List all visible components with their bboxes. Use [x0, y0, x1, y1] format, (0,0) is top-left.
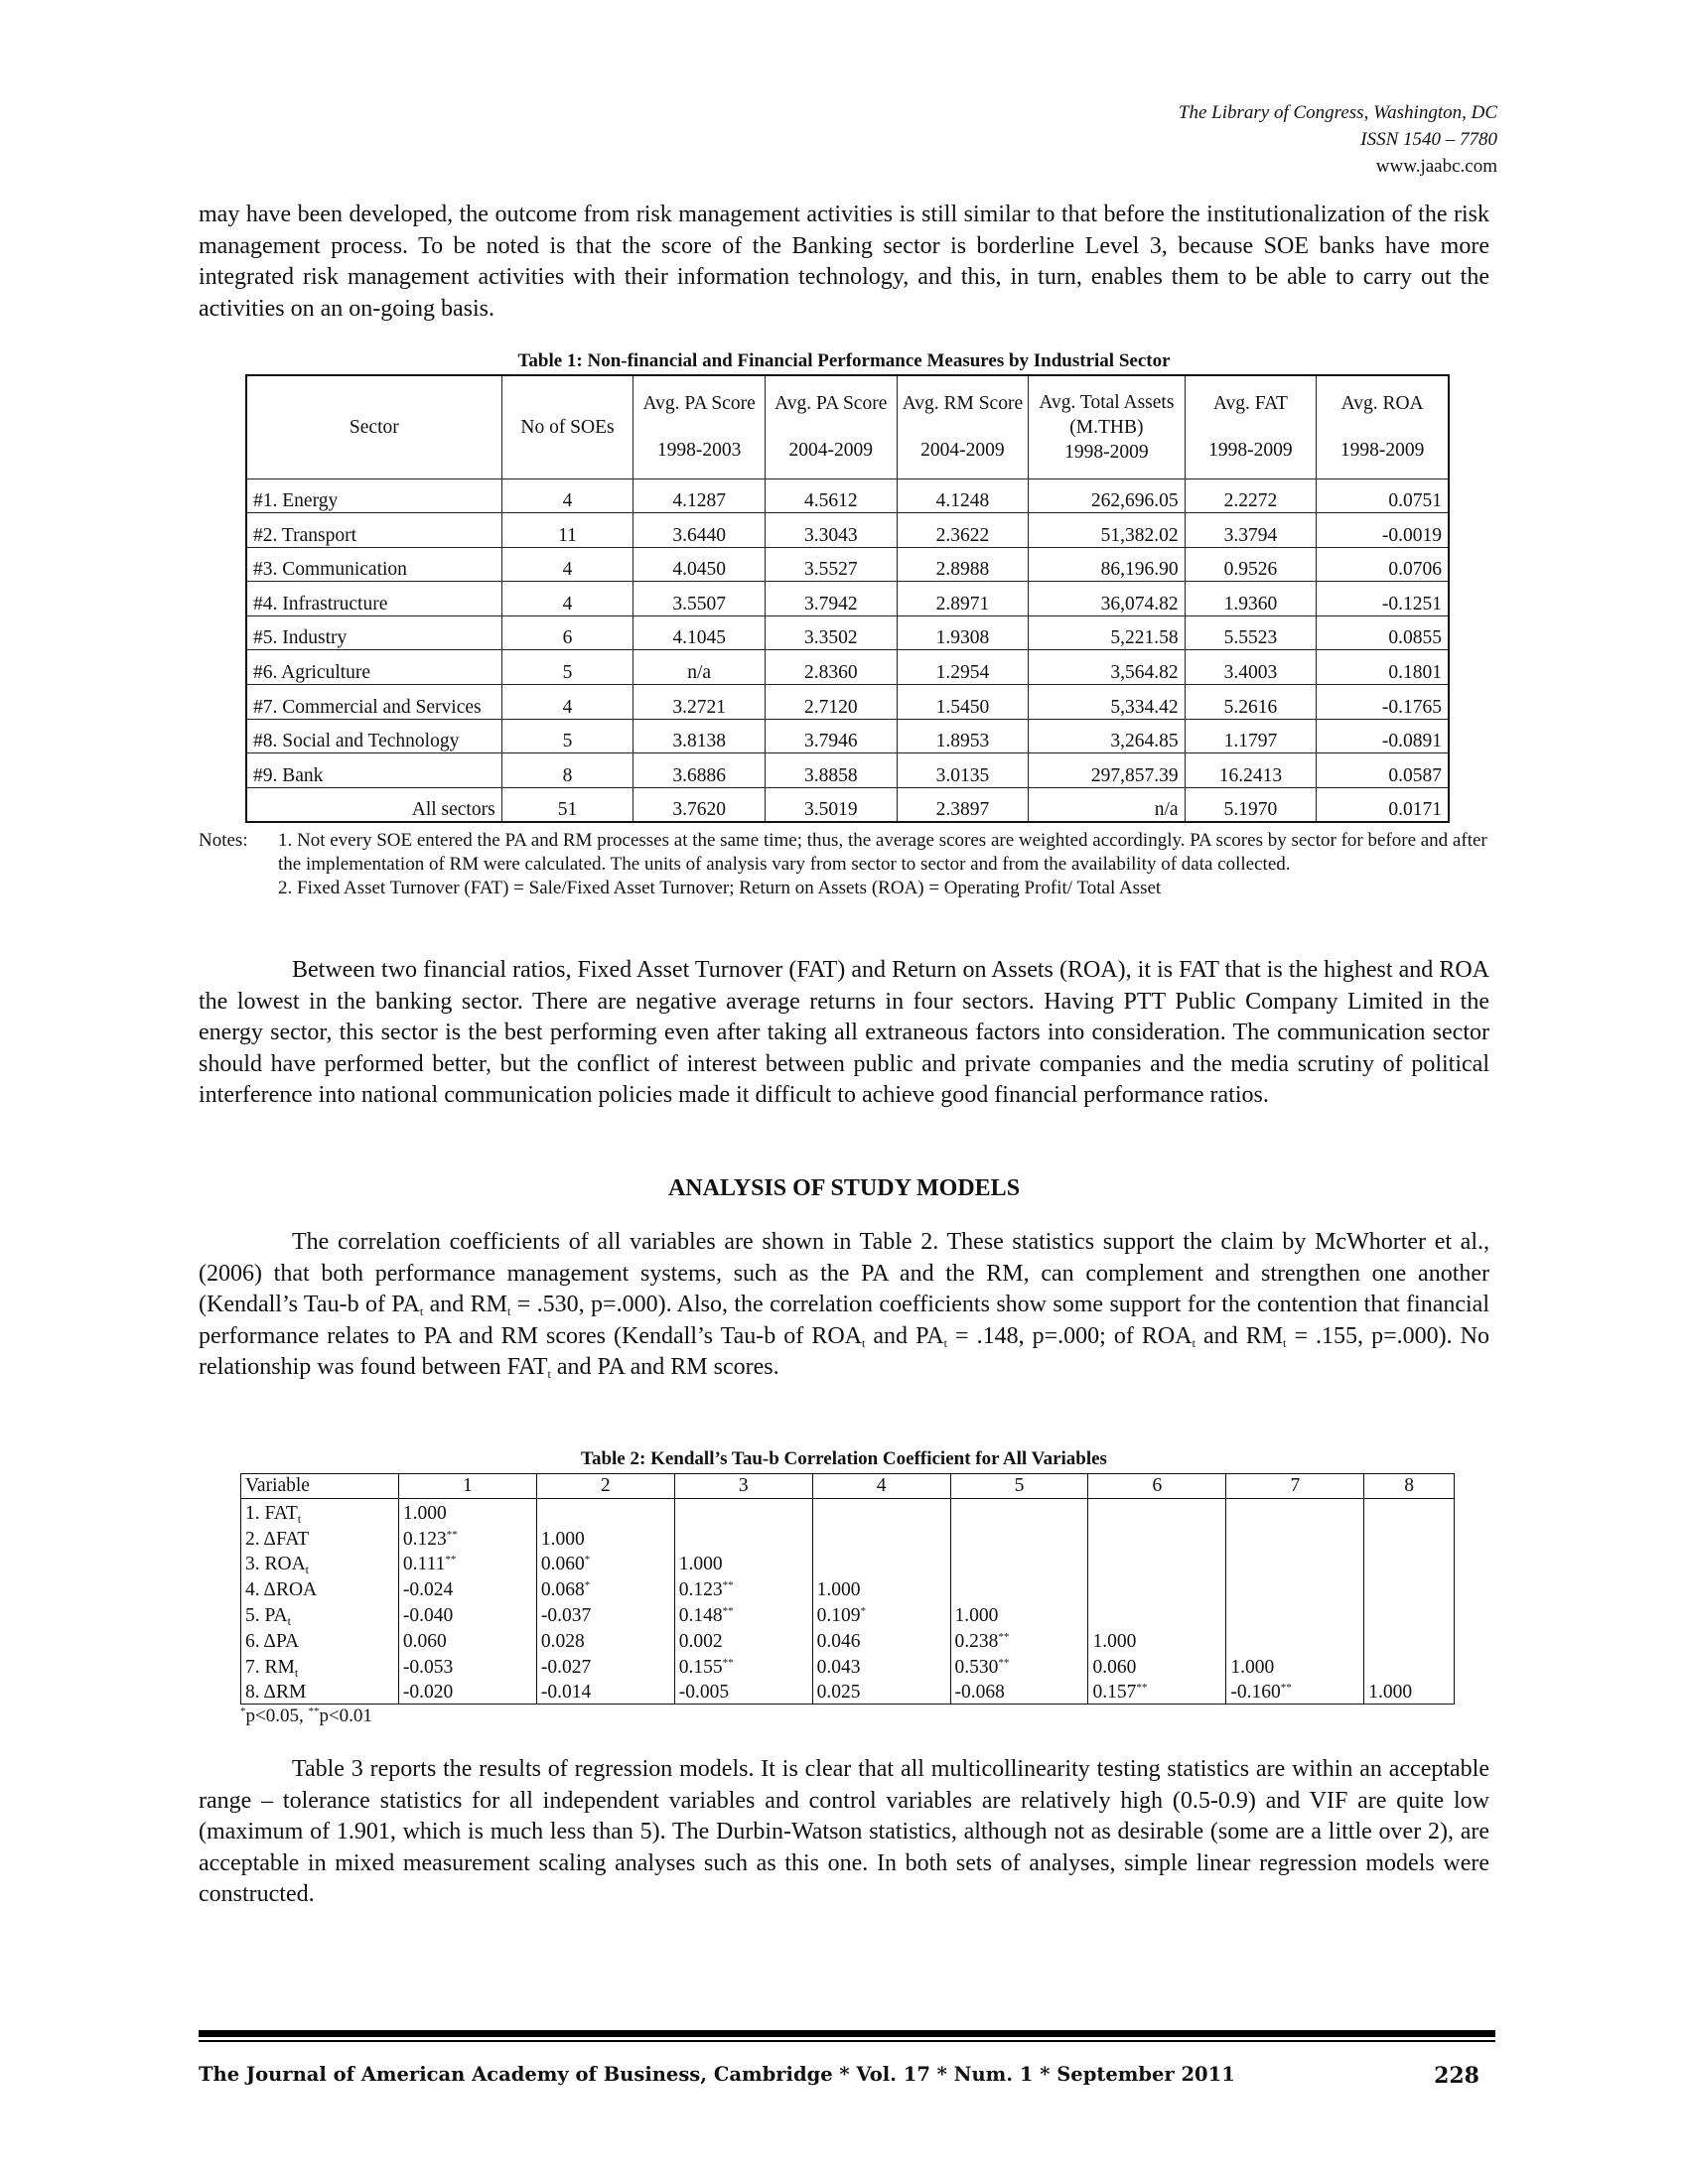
table2-cell — [1364, 1499, 1455, 1525]
page-footer — [199, 2063, 1489, 2089]
table2-variable-cell: 1. $FAT_t$ — [241, 1499, 399, 1525]
table1-cell: 0.0171 — [1317, 787, 1449, 822]
table2-cell — [950, 1499, 1088, 1525]
table1-cell: 1.1797 — [1185, 719, 1317, 753]
table2-cell: 0.123** — [674, 1575, 812, 1601]
table1-cell: 1.9308 — [897, 615, 1029, 650]
table2-cell — [1226, 1499, 1364, 1525]
table2-cell: 0.148** — [674, 1601, 812, 1627]
table2-cell: -0.040 — [398, 1601, 536, 1627]
table2-cell — [1226, 1601, 1364, 1627]
table1-row — [246, 478, 1449, 513]
table2-cell — [812, 1499, 950, 1525]
table2-cell: 0.123** — [398, 1525, 536, 1551]
table1-cell: 3.3502 — [765, 615, 897, 650]
table2-cell: 1.000 — [1088, 1627, 1226, 1653]
table1-cell: 3.6440 — [633, 513, 766, 548]
table1-cell: #1. Energy — [246, 478, 501, 513]
table1-cell: 1.8953 — [897, 719, 1029, 753]
table1-header-pa-before: Avg. PA Score 1998-2003 — [633, 375, 766, 478]
note-2: 2. Fixed Asset Turnover (FAT) = Sale/Fixed Asset Turnover; Return on Assets (ROA) = Operating Profit/ Total Asset — [278, 878, 1162, 898]
table2-cell: -0.024 — [398, 1575, 536, 1601]
table2-cell: 0.060* — [536, 1551, 674, 1576]
table2-cell: 1.000 — [950, 1601, 1088, 1627]
table2-row — [241, 1499, 1455, 1525]
table1-cell: n/a — [633, 650, 766, 685]
table1-cell: #2. Transport — [246, 513, 501, 548]
table1-cell: 297,857.39 — [1029, 753, 1185, 788]
table1-header-rm: Avg. RM Score 2004-2009 — [897, 375, 1029, 478]
table2-cell: 0.111** — [398, 1551, 536, 1576]
table1-cell: -0.1765 — [1317, 685, 1449, 720]
significance-note: *p<0.05, **p<0.01 — [240, 1706, 372, 1726]
table1-cell: 1.9360 — [1185, 582, 1317, 616]
table1-cell: 2.7120 — [765, 685, 897, 720]
table1-cell: 0.1801 — [1317, 650, 1449, 685]
table1-cell: #4. Infrastructure — [246, 582, 501, 616]
table2-cell: -0.068 — [950, 1679, 1088, 1705]
table1-cell: #9. Bank — [246, 753, 501, 788]
table2-cell — [1226, 1525, 1364, 1551]
table1-cell: 3.3043 — [765, 513, 897, 548]
table1-cell: 3.3794 — [1185, 513, 1317, 548]
table1-cell: 5.1970 — [1185, 787, 1317, 822]
table1-header-assets: Avg. Total Assets (M.THB) 1998-2009 — [1029, 375, 1185, 478]
table2-cell: 0.109* — [812, 1601, 950, 1627]
table2-header-cell: 5 — [950, 1474, 1088, 1499]
table2-cell: 0.043 — [812, 1653, 950, 1679]
table2-cell — [1364, 1653, 1455, 1679]
table1-row — [246, 513, 1449, 548]
table2-header-cell: 2 — [536, 1474, 674, 1499]
table2-cell: 1.000 — [1226, 1653, 1364, 1679]
table1-cell: 3.7620 — [633, 787, 766, 822]
table1-cell: 5,334.42 — [1029, 685, 1185, 720]
table1-cell: 3.5527 — [765, 547, 897, 582]
table2-header-cell: 1 — [398, 1474, 536, 1499]
table1-cell: 86,196.90 — [1029, 547, 1185, 582]
table1-cell: All sectors — [246, 787, 501, 822]
table2-cell: -0.005 — [674, 1679, 812, 1705]
table1-row — [246, 650, 1449, 685]
table1-cell: 3.5507 — [633, 582, 766, 616]
table2-row — [241, 1679, 1455, 1705]
table2-cell — [674, 1499, 812, 1525]
table1-cell: 0.9526 — [1185, 547, 1317, 582]
header-issn: ISSN 1540 – 7780 — [1360, 129, 1497, 150]
table1-cell: 5 — [501, 719, 633, 753]
table1-caption: Table 1: Non-financial and Financial Performance Measures by Industrial Sector — [517, 350, 1171, 371]
table1-header-pa-after: Avg. PA Score 2004-2009 — [765, 375, 897, 478]
table2-cell: -0.014 — [536, 1679, 674, 1705]
table1-cell: n/a — [1029, 787, 1185, 822]
table1-cell: 8 — [501, 753, 633, 788]
paragraph-financial-ratios: Between two financial ratios, Fixed Asset Turnover (FAT) and Return on Assets (ROA), it is FAT that is the highest and ROA the lowest in the banking sector. There are negative average returns in four sectors. Having PTT Public Company Limited in the energy sector, this sector is the best performing even after taking all extraneous factors into consideration. The communication sector should have performed better, but the conflict of interest between public and private companies and the media scrutiny of political interference into national communication policies made it difficult to achieve good financial performance ratios. — [199, 957, 1489, 1108]
table1-cell: 2.8988 — [897, 547, 1029, 582]
page-header — [1179, 99, 1497, 180]
page-number: 228 — [1434, 2063, 1479, 2089]
table2-cell — [1088, 1575, 1226, 1601]
table1-cell: 4.0450 — [633, 547, 766, 582]
table2-cell: 0.060 — [398, 1627, 536, 1653]
table2-cell — [1364, 1575, 1455, 1601]
table2-row — [241, 1601, 1455, 1627]
table2-variable-cell: 7. $RM_t$ — [241, 1653, 399, 1679]
table1-cell: 3,564.82 — [1029, 650, 1185, 685]
table1-cell: 2.3897 — [897, 787, 1029, 822]
table1-cell: 2.8971 — [897, 582, 1029, 616]
table2-cell — [1088, 1551, 1226, 1576]
paragraph-regression: Table 3 reports the results of regression models. It is clear that all multicollinearity testing statistics are within an acceptable range – tolerance statistics for all independent variables and control variables are relatively high (0.5-0.9) and VIF are quite low (maximum of 1.901, which is much less than 5). The Durbin-Watson statistics, although not as desirable (some are a little over 2), are acceptable in mixed measurement scaling analyses such as this one. In both sets of analyses, simple linear regression models were constructed. — [199, 1756, 1489, 1907]
table2-header-cell: 8 — [1364, 1474, 1455, 1499]
table1-cell: 3.0135 — [897, 753, 1029, 788]
table2-cell — [1088, 1601, 1226, 1627]
table2-row — [241, 1653, 1455, 1679]
header-library: The Library of Congress, Washington, DC — [1178, 102, 1497, 123]
table2-cell — [1088, 1499, 1226, 1525]
table1-cell: 3.2721 — [633, 685, 766, 720]
notes-label: Notes: — [199, 830, 248, 851]
table1-cell: -0.1251 — [1317, 582, 1449, 616]
table2-cell — [1364, 1601, 1455, 1627]
table2-cell: 1.000 — [812, 1575, 950, 1601]
table2-cell: 0.046 — [812, 1627, 950, 1653]
table2-header-row — [241, 1474, 1455, 1499]
table2-cell — [950, 1551, 1088, 1576]
table2-cell: 0.157** — [1088, 1679, 1226, 1705]
table1-cell: 3.8858 — [765, 753, 897, 788]
table1-cell: 5.5523 — [1185, 615, 1317, 650]
table2-cell: 0.002 — [674, 1627, 812, 1653]
table2-variable-cell: 4. ΔROA — [241, 1575, 399, 1601]
table1-row — [246, 582, 1449, 616]
table2-cell: 0.530** — [950, 1653, 1088, 1679]
table2-cell — [812, 1525, 950, 1551]
table2-variable-cell: 8. ΔRM — [241, 1679, 399, 1705]
table2-cell — [950, 1525, 1088, 1551]
table1-cell: 2.2272 — [1185, 478, 1317, 513]
table1-cell: 3.7942 — [765, 582, 897, 616]
table1-row — [246, 753, 1449, 788]
table1-cell: 262,696.05 — [1029, 478, 1185, 513]
table1-row — [246, 615, 1449, 650]
note-1: 1. Not every SOE entered the PA and RM processes at the same time; thus, the average scores are weighted accordingly. PA scores by sector for before and after the implementation of RM were calculated. The units of analysis vary from sector to sector and from the availability of data collected. — [278, 830, 1487, 875]
table1-header-fat: Avg. FAT 1998-2009 — [1185, 375, 1317, 478]
table1-cell: 51,382.02 — [1029, 513, 1185, 548]
table2-caption: Table 2: Kendall’s Tau-b Correlation Coefficient for All Variables — [581, 1448, 1107, 1469]
table2-cell — [1226, 1551, 1364, 1576]
table1-cell: 36,074.82 — [1029, 582, 1185, 616]
table1 — [245, 374, 1450, 823]
table2-cell — [1364, 1627, 1455, 1653]
table1-row — [246, 685, 1449, 720]
table2-row — [241, 1551, 1455, 1576]
table2-cell — [1226, 1575, 1364, 1601]
table2-cell — [1088, 1525, 1226, 1551]
table1-cell: 3.6886 — [633, 753, 766, 788]
table1-cell: 3,264.85 — [1029, 719, 1185, 753]
table1-cell: #6. Agriculture — [246, 650, 501, 685]
table2-cell: -0.027 — [536, 1653, 674, 1679]
table1-cell: 51 — [501, 787, 633, 822]
table2-cell: 1.000 — [674, 1551, 812, 1576]
table2-header-cell: 4 — [812, 1474, 950, 1499]
table1-cell: 4.1287 — [633, 478, 766, 513]
table2-cell: 0.025 — [812, 1679, 950, 1705]
table1-cell: 5 — [501, 650, 633, 685]
table1-cell: 0.0706 — [1317, 547, 1449, 582]
table2-cell: 1.000 — [1364, 1679, 1455, 1705]
table1-cell: 2.3622 — [897, 513, 1029, 548]
table1-row — [246, 719, 1449, 753]
table2-variable-cell: 3. $ROA_t$ — [241, 1551, 399, 1576]
table1-cell: 4 — [501, 478, 633, 513]
table1-cell: #5. Industry — [246, 615, 501, 650]
header-url: www.jaabc.com — [1375, 156, 1497, 177]
table1-header-roa: Avg. ROA 1998-2009 — [1317, 375, 1449, 478]
table2-cell — [1226, 1627, 1364, 1653]
section-title: ANALYSIS OF STUDY MODELS — [667, 1175, 1021, 1201]
table1-cell: 3.7946 — [765, 719, 897, 753]
table2-cell: 1.000 — [398, 1499, 536, 1525]
table1-cell: 2.8360 — [765, 650, 897, 685]
table1-cell: 0.0855 — [1317, 615, 1449, 650]
table1-header-soes: No of SOEs — [501, 375, 633, 478]
table1-cell: 6 — [501, 615, 633, 650]
footer-journal: The Journal of American Academy of Business, Cambridge * Vol. 17 * Num. 1 * September 2011 — [199, 2063, 1235, 2086]
table2-cell — [1364, 1525, 1455, 1551]
table1-cell: 5.2616 — [1185, 685, 1317, 720]
table1-row — [246, 787, 1449, 822]
table2-cell: 0.028 — [536, 1627, 674, 1653]
table1-cell: 16.2413 — [1185, 753, 1317, 788]
table1-header-row — [246, 375, 1449, 478]
table2-cell — [812, 1551, 950, 1576]
table1-notes — [199, 829, 1489, 900]
table1-cell: 11 — [501, 513, 633, 548]
table2-variable-cell: 2. ΔFAT — [241, 1525, 399, 1551]
table1-cell: 0.0587 — [1317, 753, 1449, 788]
table2-cell: -0.160** — [1226, 1679, 1364, 1705]
table2-cell: 0.155** — [674, 1653, 812, 1679]
footer-rule — [199, 2030, 1495, 2037]
table1-cell: 3.8138 — [633, 719, 766, 753]
table1-cell: 4.5612 — [765, 478, 897, 513]
table1-cell: -0.0019 — [1317, 513, 1449, 548]
table1-header-sector: Sector — [246, 375, 501, 478]
table2-cell: 0.068* — [536, 1575, 674, 1601]
table2-header-cell: 7 — [1226, 1474, 1364, 1499]
table2-cell: -0.020 — [398, 1679, 536, 1705]
table2-header-cell: 6 — [1088, 1474, 1226, 1499]
table1-cell: 1.2954 — [897, 650, 1029, 685]
table2-cell: 0.238** — [950, 1627, 1088, 1653]
table1-cell: 3.5019 — [765, 787, 897, 822]
table1-cell: 5,221.58 — [1029, 615, 1185, 650]
table2-cell: 1.000 — [536, 1525, 674, 1551]
paragraph-correlation: The correlation coefficients of all variables are shown in Table 2. These statistics support the claim by McWhorter et al., (2006) that both performance management systems, such as the PA and the RM, can complement and strengthen one another (Kendall’s Tau-b of $PA_t$ and $RM_t = .530$, p=.000). Also, the correlation coefficients show some support for the contention that financial performance relates to PA and RM scores (Kendall’s Tau-b of $ROA_t$ and $PA_t = .148$, p=.000; of $ROA_t$ and $RM_t = .155$, p=.000). No relationship was found between $FAT_t$ and PA and RM scores. — [199, 1229, 1490, 1381]
table1-cell: #3. Communication — [246, 547, 501, 582]
table2-cell — [950, 1575, 1088, 1601]
table2-cell: -0.037 — [536, 1601, 674, 1627]
table1-cell: -0.0891 — [1317, 719, 1449, 753]
table2-row — [241, 1525, 1455, 1551]
table2-variable-cell: 5. $PA_t$ — [241, 1601, 399, 1627]
table2-cell — [674, 1525, 812, 1551]
footer-rule-thin — [199, 2040, 1495, 2042]
table2-row — [241, 1575, 1455, 1601]
paragraph-intro: may have been developed, the outcome from risk management activities is still similar to that before the institutionalization of the risk management process. To be noted is that the score of the Banking sector is borderline Level 3, because SOE banks have more integrated risk management activities with their information technology, and this, in turn, enables them to be able to carry out the activities on an on-going basis. — [199, 202, 1489, 322]
table1-cell: 0.0751 — [1317, 478, 1449, 513]
table2-cell: -0.053 — [398, 1653, 536, 1679]
table1-cell: 4.1045 — [633, 615, 766, 650]
table2-cell — [536, 1499, 674, 1525]
table1-cell: #8. Social and Technology — [246, 719, 501, 753]
table1-cell: 4.1248 — [897, 478, 1029, 513]
table2-cell — [1364, 1551, 1455, 1576]
table1-cell: 1.5450 — [897, 685, 1029, 720]
table2-header-cell: 3 — [674, 1474, 812, 1499]
table2-cell: 0.060 — [1088, 1653, 1226, 1679]
table1-row — [246, 547, 1449, 582]
table2-variable-cell: 6. ΔPA — [241, 1627, 399, 1653]
table1-cell: 3.4003 — [1185, 650, 1317, 685]
table2-row — [241, 1627, 1455, 1653]
table2 — [240, 1473, 1455, 1705]
table1-cell: #7. Commercial and Services — [246, 685, 501, 720]
table1-cell: 4 — [501, 685, 633, 720]
table1-cell: 4 — [501, 547, 633, 582]
table2-header-cell: Variable — [241, 1474, 399, 1499]
table1-cell: 4 — [501, 582, 633, 616]
